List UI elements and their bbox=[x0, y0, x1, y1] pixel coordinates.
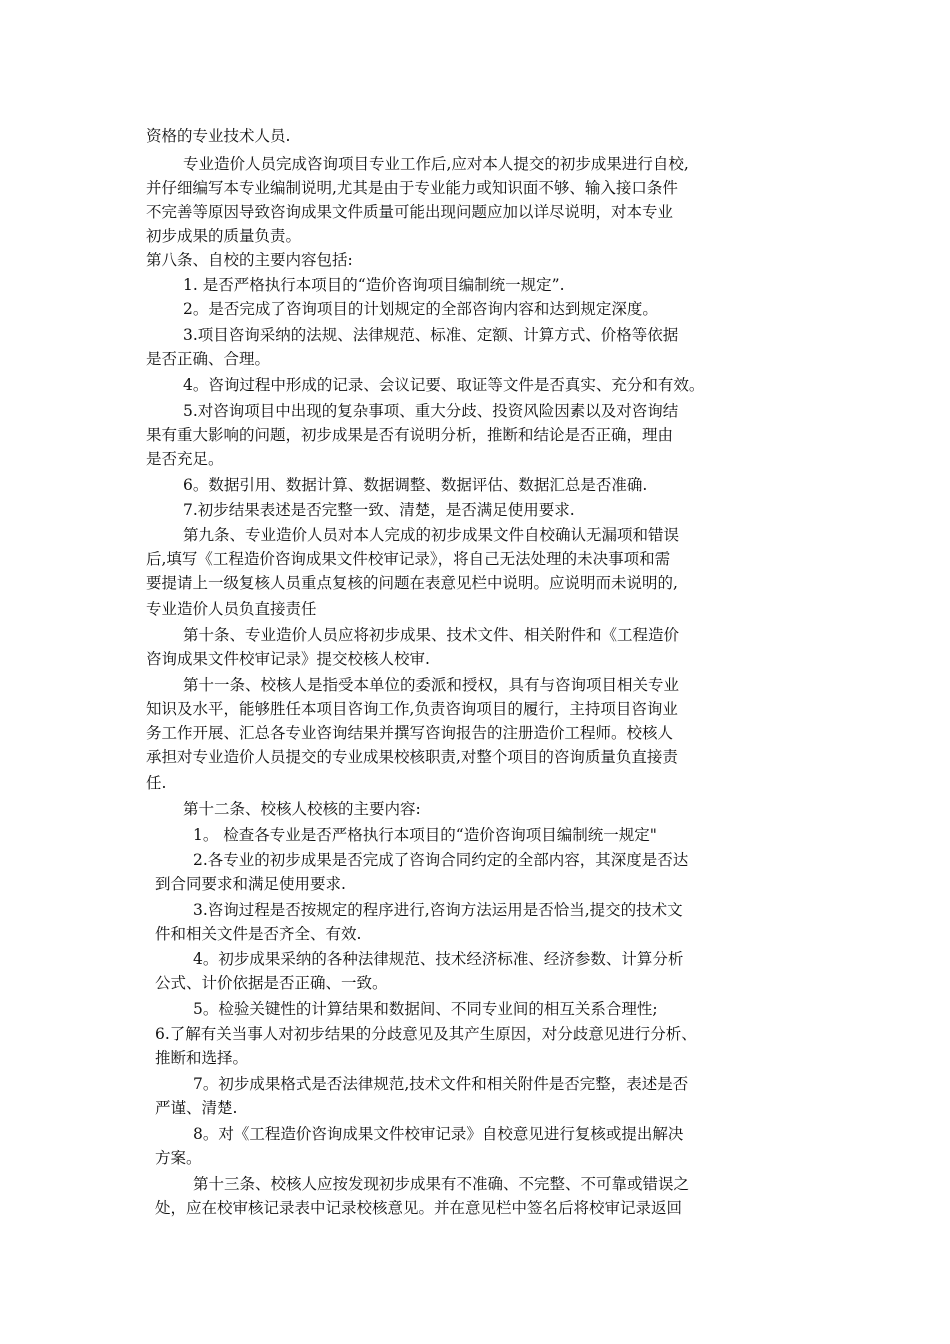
text-line: 初步成果的质量负责。 bbox=[146, 227, 302, 245]
text-line: 2。是否完成了咨询项目的计划规定的全部咨询内容和达到规定深度。 bbox=[183, 300, 658, 318]
text-line: 任. bbox=[146, 774, 167, 792]
text-line: 第九条、专业造价人员对本人完成的初步成果文件自校确认无漏项和错误 bbox=[183, 526, 680, 544]
text-line: 专业造价人员负直接责任 bbox=[146, 600, 317, 618]
text-line: 到合同要求和满足使用要求. bbox=[155, 875, 346, 893]
text-line: 是否充足。 bbox=[146, 450, 224, 468]
text-line: 果有重大影响的问题，初步成果是否有说明分析，推断和结论是否正确，理由 bbox=[146, 426, 674, 444]
text-line: 7.初步结果表述是否完整一致、清楚，是否满足使用要求. bbox=[183, 501, 575, 519]
text-line: 要提请上一级复核人员重点复核的问题在表意见栏中说明。应说明而未说明的, bbox=[146, 574, 678, 592]
text-line: 处，应在校审核记录表中记录校核意见。并在意见栏中签名后将校审记录返回 bbox=[155, 1199, 683, 1217]
text-line: 后,填写《工程造价咨询成果文件校审记录》，将自己无法处理的未决事项和需 bbox=[146, 550, 671, 568]
text-line: 8。对《工程造价咨询成果文件校审记录》自校意见进行复核或提出解决 bbox=[193, 1125, 684, 1143]
text-line: 6.了解有关当事人对初步结果的分歧意见及其产生原因，对分歧意见进行分析、 bbox=[155, 1025, 697, 1043]
text-line: 5。检验关键性的计算结果和数据间、不同专业间的相互关系合理性; bbox=[193, 1000, 658, 1018]
text-line: 不完善等原因导致咨询成果文件质量可能出现问题应加以详尽说明，对本专业 bbox=[146, 203, 674, 221]
text-line: 件和相关文件是否齐全、有效. bbox=[155, 925, 362, 943]
text-line: 专业造价人员完成咨询项目专业工作后,应对本人提交的初步成果进行自校, bbox=[183, 155, 689, 173]
text-line: 6。数据引用、数据计算、数据调整、数据评估、数据汇总是否准确. bbox=[183, 476, 648, 494]
section-heading: 第八条、自校的主要内容包括: bbox=[146, 251, 353, 269]
text-line: 1. 是否严格执行本项目的“造价咨询项目编制统一规定”. bbox=[183, 276, 565, 294]
text-line: 推断和选择。 bbox=[155, 1049, 249, 1067]
text-line: 5.对咨询项目中出现的复杂事项、重大分歧、投资风险因素以及对咨询结 bbox=[183, 402, 679, 420]
text-line: 7。初步成果格式是否法律规范,技术文件和相关附件是否完整，表述是否 bbox=[193, 1075, 689, 1093]
text-line: 4。咨询过程中形成的记录、会议记要、取证等文件是否真实、充分和有效。 bbox=[183, 376, 705, 394]
text-line: 第十一条、校核人是指受本单位的委派和授权，具有与咨询项目相关专业 bbox=[183, 676, 680, 694]
text-line: 知识及水平，能够胜任本项目咨询工作,负责咨询项目的履行，主持项目咨询业 bbox=[146, 700, 678, 718]
text-line: 务工作开展、汇总各专业咨询结果并撰写咨询报告的注册造价工程师。校核人 bbox=[146, 724, 674, 742]
text-line: 承担对专业造价人员提交的专业成果校核职责,对整个项目的咨询质量负直接责 bbox=[146, 748, 678, 766]
text-line: 第十条、专业造价人员应将初步成果、技术文件、相关附件和《工程造价 bbox=[183, 626, 680, 644]
text-line: 3.咨询过程是否按规定的程序进行,咨询方法运用是否恰当,提交的技术文 bbox=[193, 901, 683, 919]
text-line: 1。 检查各专业是否严格执行本项目的“造价咨询项目编制统一规定" bbox=[193, 826, 657, 844]
text-line: 是否正确、合理。 bbox=[146, 350, 271, 368]
text-line: 2.各专业的初步成果是否完成了咨询合同约定的全部内容，其深度是否达 bbox=[193, 851, 689, 869]
text-line: 公式、计价依据是否正确、一致。 bbox=[155, 974, 388, 992]
text-line: 咨询成果文件校审记录》提交校核人校审. bbox=[146, 650, 430, 668]
text-line: 3.项目咨询采纳的法规、法律规范、标准、定额、计算方式、价格等依据 bbox=[183, 326, 679, 344]
text-line: 方案。 bbox=[155, 1149, 202, 1167]
section-heading: 第十二条、校核人校核的主要内容: bbox=[183, 800, 421, 818]
text-line: 严谨、清楚. bbox=[155, 1099, 238, 1117]
text-line: 资格的专业技术人员. bbox=[146, 127, 291, 145]
text-line: 4。初步成果采纳的各种法律规范、技术经济标准、经济参数、计算分析 bbox=[193, 950, 684, 968]
text-line: 并仔细编写本专业编制说明,尤其是由于专业能力或知识面不够、输入接口条件 bbox=[146, 179, 678, 197]
text-line: 第十三条、校核人应按发现初步成果有不准确、不完整、不可靠或错误之 bbox=[193, 1175, 690, 1193]
